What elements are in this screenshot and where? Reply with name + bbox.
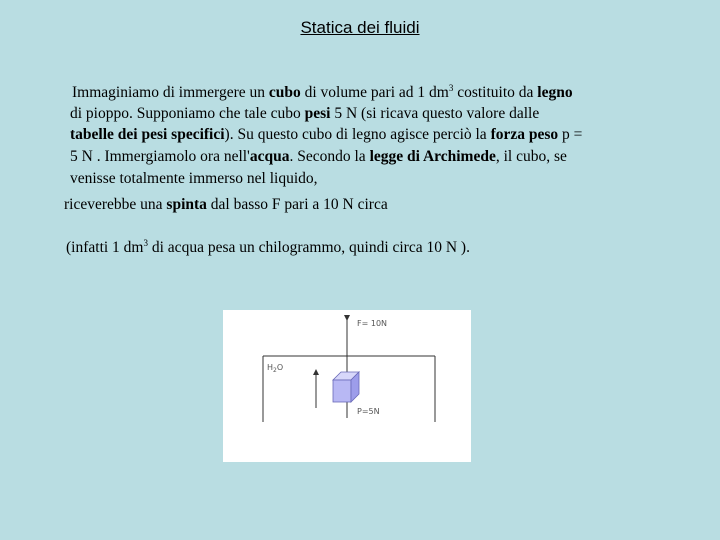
text: di pioppo. Supponiamo che tale cubo bbox=[70, 105, 305, 122]
text: di volume pari ad 1 dm bbox=[300, 84, 449, 101]
bold-term-forza-peso: forza peso bbox=[490, 126, 559, 143]
figure-svg bbox=[223, 310, 471, 462]
bold-term-cubo: cubo bbox=[268, 84, 301, 101]
superscript: 3 bbox=[448, 83, 454, 93]
paragraph-line-5 bbox=[70, 170, 318, 188]
text: p = bbox=[558, 126, 583, 143]
page-title: Statica dei fluidi bbox=[300, 18, 420, 37]
buoyant-force-label: F= 10N bbox=[357, 319, 388, 328]
water-label: $H_2O$ bbox=[267, 363, 284, 374]
text: 5 N (si ricava questo valore dalle bbox=[330, 105, 540, 122]
text: , il cubo, se bbox=[495, 148, 567, 165]
text: ). Su questo cubo di legno agisce perciò la bbox=[224, 126, 491, 143]
text: 5 N . Immergiamolo ora nell' bbox=[70, 148, 250, 165]
bold-term-acqua: acqua bbox=[249, 148, 290, 165]
text: venisse totalmente immerso nel liquido, bbox=[70, 170, 318, 187]
bold-term-pesi: pesi bbox=[304, 105, 331, 122]
superscript: 3 bbox=[143, 238, 148, 248]
paragraph-line-4 bbox=[70, 148, 567, 166]
bold-term-spinta: spinta bbox=[166, 196, 207, 213]
text: costituito da bbox=[453, 84, 538, 101]
bold-term-archimede: legge di Archimede bbox=[369, 148, 496, 165]
bold-term-tabelle: tabelle dei pesi specifici bbox=[70, 126, 225, 143]
bold-term-legno: legno bbox=[537, 84, 573, 101]
text: di acqua pesa un chilogrammo, quindi circa 10 N ). bbox=[148, 239, 470, 256]
text: riceverebbe una bbox=[64, 196, 167, 213]
paragraph-line-1 bbox=[72, 83, 573, 102]
paragraph-line-6 bbox=[64, 196, 388, 214]
wood-cube bbox=[333, 372, 359, 402]
note-line bbox=[66, 238, 470, 257]
text: . Secondo la bbox=[289, 148, 370, 165]
text: Immaginiamo di immergere un bbox=[72, 84, 269, 101]
paragraph-line-2 bbox=[70, 105, 539, 123]
text: (infatti 1 dm bbox=[66, 239, 144, 256]
weight-force-label: P=5N bbox=[357, 407, 380, 416]
text: dal basso F pari a 10 N circa bbox=[206, 196, 388, 213]
paragraph-line-3 bbox=[70, 126, 582, 144]
archimedes-figure bbox=[223, 310, 471, 462]
